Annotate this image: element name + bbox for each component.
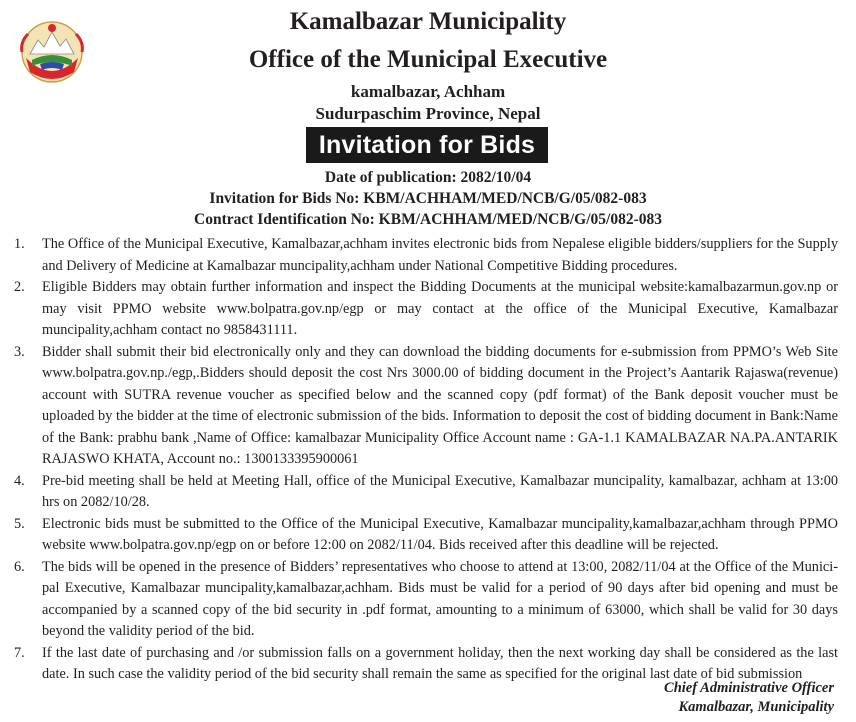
list-item [0, 557, 856, 643]
list-item [0, 234, 856, 277]
notice-items [0, 234, 856, 686]
item-text: Electronic bids must be submitted to the Office of the Municipal Executive, Kamalbazar muncipality,kamalbazar,achham through PPMO website www.bolpatra.gov.np/egp on or before 12:00 on 2082/11/04. Bids received after this deadline will be rejected. [42, 515, 838, 553]
location-line: kamalbazar, Achham [350, 82, 506, 101]
item-number: 7. [14, 644, 25, 661]
item-number: 5. [14, 515, 25, 532]
list-item [0, 514, 856, 557]
office-title: Office of the Municipal Executive [248, 46, 608, 73]
signatory-org: Kamalbazar, Municipality [678, 699, 834, 715]
list-item [0, 277, 856, 342]
item-text: Eligible Bidders may obtain further information and inspect the Bidding Documents at the municipal website:kamalbazarmun.gov.np or may visit PPMO website www.bolpatra.gov.np/egp or may contact at the office of the Municipal Executive, Kamalbazar muncipality,achham contact no 9858431111. [42, 279, 838, 338]
item-number: 6. [14, 558, 25, 575]
item-number: 2. [14, 279, 25, 295]
contract-id: Contract Identification No: KBM/ACHHAM/MED/NCB/G/05/082-083 [194, 211, 662, 228]
org-title: Kamalbazar Municipality [289, 8, 567, 35]
ifb-number: Invitation for Bids No: KBM/ACHHAM/MED/NCB/G/05/082-083 [209, 190, 647, 207]
province-line: Sudurpaschim Province, Nepal [315, 104, 541, 123]
list-item [0, 471, 856, 514]
item-text: The Office of the Municipal Executive, Kamalbazar,achham invites electronic bids from Nepalese eligible bidders/suppliers for the Supply and Delivery of Medicine at Kamalbazar muncipality,achham under National Competitive Bidding procedures. [42, 236, 838, 274]
item-text: If the last date of purchasing and /or submission falls on a government holiday, then the next working day shall be considered as the last date. In such case the validity period of the bid security shall remain the same as specified for the original last date of bid submission [42, 644, 838, 682]
item-number: 4. [14, 472, 25, 489]
item-number: 1. [14, 236, 25, 252]
invitation-banner: Invitation for Bids [306, 127, 548, 163]
item-text: Bidder shall submit their bid electronically only and they can download the bidding documents for e-submission from PPMO’s Web Site www.bolpatra.gov.np./egp,.Bidders should deposit the cost Nrs 3000.00 of bidding document in the Project’s Aantarik Rajaswa(revenue) account with SUTRA revenue voucher as specified below and the scanned copy (pdf format) of the Bank deposit voucher must be uploaded by the bidder at the time of electronic submission of the bids. Information to deposit the cost of bidding document in Bank:Name of the Bank: prabhu bank ,Name of Office: kamalbazar Municipality Office Account name : GA-1.1 KAMALBAZAR NA.PA.ANTARIK RAJASWO KHATA, Account no.: 1300133395900061 [42, 343, 838, 467]
publication-date: Date of publication: 2082/10/04 [324, 169, 532, 186]
list-item [0, 342, 856, 471]
item-text: Pre-bid meeting shall be held at Meeting Hall, office of the Municipal Executive, Kamalbazar muncipality, kamalbazar, achham at 13:00 hrs on 2082/10/28. [42, 472, 838, 510]
item-text: The bids will be opened in the presence of Bidders’ representatives who choose to attend at 13:00, 2082/11/04 at the Office of the Munici-pal Executive, Kamalbazar muncipality,kamalbazar,achham. Bids must be valid for a period of 90 days after bid opening and must be accompanied by a scanned copy of the bid security in .pdf format, amounting to a minimum of 63000, which shall be valid for 30 days beyond the validity period of the bid. [42, 558, 838, 639]
signatory-title: Chief Administrative Officer [664, 680, 834, 696]
item-number: 3. [14, 343, 25, 360]
